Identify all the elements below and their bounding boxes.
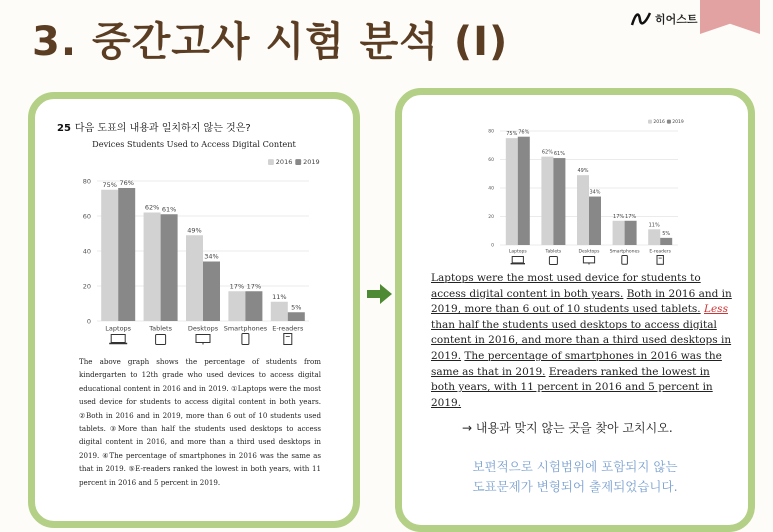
note-line-2: 도표문제가 변형되어 출제되었습니다.	[472, 479, 678, 494]
ereader-icon	[657, 256, 663, 265]
bar-2016	[101, 190, 118, 321]
bar-2019	[625, 221, 637, 245]
bar-2016	[228, 291, 245, 321]
legend-swatch	[648, 120, 652, 124]
bar-value-label: 75%	[102, 180, 117, 189]
bar-value-label: 11%	[272, 292, 287, 301]
passage-text: The above graph shows the percentage of students from kindergarten to 12th grade who used devices to access digital educational content in 2016 and in 2019. ①Laptops were the most used device for students to access digital content in both years. ②Both in 2016 and in 2019, more than 6 out of 10 students used tablets. ③More than half the students used desktops to access digital content in 2016, and more than a third used desktops in 2019. ④The percentage of smartphones in 2016 was the same as that in 2019. ⑤E-readers ranked the lowest in both years, with 11 percent in 2016 and 5 percent in 2019.	[79, 357, 321, 487]
bar-2019	[161, 214, 178, 321]
logo-swoosh-icon	[630, 10, 652, 28]
sentence-5: Ereaders ranked the lowest in both years, with 11 percent in 2016 and 5 percent in 2019.	[431, 365, 713, 409]
bar-2019	[589, 197, 601, 245]
chart-title: Devices Students Used to Access Digital Content	[92, 139, 296, 149]
bar-2016	[186, 235, 203, 321]
y-tick-label: 60	[488, 158, 494, 164]
bar-value-label: 49%	[577, 168, 589, 175]
bar-2016	[144, 213, 161, 322]
smartphone-icon	[242, 334, 249, 345]
question-header	[57, 119, 251, 134]
desktop-icon	[583, 257, 594, 263]
desktop-icon	[196, 335, 210, 343]
bar-value-label: 17%	[246, 282, 262, 291]
bar-value-label: 75%	[506, 131, 518, 138]
legend-label: 2019	[303, 158, 320, 166]
bar-value-label: 34%	[204, 252, 219, 261]
question-number: 25	[57, 123, 71, 134]
ereader-icon	[284, 334, 292, 345]
instruction-text: → 내용과 맞지 않는 곳을 찾아 고치시오.	[462, 421, 673, 435]
bar-value-label: 76%	[518, 129, 530, 136]
x-tick-label: Desktops	[187, 324, 219, 333]
bar-value-label: 62%	[541, 149, 553, 156]
bar-2019	[203, 262, 220, 322]
tablet-icon	[549, 257, 557, 265]
y-tick-label: 80	[488, 129, 494, 135]
x-tick-label: Tablets	[545, 249, 562, 255]
y-tick-label: 0	[86, 317, 91, 326]
laptop-icon	[512, 257, 523, 263]
bar-2016	[648, 229, 660, 245]
page-title: 3. 중간고사 시험 분석 (I)	[32, 19, 509, 65]
legend-swatch	[295, 159, 301, 165]
bar-2016	[506, 138, 518, 245]
x-tick-label: Smartphones	[223, 324, 268, 333]
x-tick-label: E-readers	[649, 249, 671, 255]
bar-2019	[245, 291, 262, 321]
bar-2019	[518, 137, 530, 245]
sentence-4: The percentage of smartphones in 2016 was the same as that in 2019.	[431, 349, 722, 378]
bar-value-label: 34%	[589, 189, 601, 196]
x-tick-label: Smartphones	[609, 249, 640, 255]
y-tick-label: 60	[82, 212, 91, 221]
bar-value-label: 5%	[291, 303, 302, 312]
sentence-3-keyword: Less	[704, 303, 728, 316]
y-tick-label: 40	[82, 247, 91, 256]
y-tick-label: 20	[82, 282, 91, 291]
note-text	[402, 457, 748, 497]
arrow-right-icon	[367, 283, 393, 305]
bar-2016	[271, 302, 288, 321]
bar-value-label: 76%	[119, 179, 134, 187]
logo-text: 히어스트	[655, 13, 698, 26]
bar-2019	[553, 158, 565, 245]
bar-value-label: 49%	[187, 226, 202, 235]
legend-label: 2016	[653, 120, 665, 125]
bar-value-label: 17%	[625, 213, 637, 220]
bar-value-label: 11%	[648, 222, 660, 229]
chart-left	[35, 151, 353, 351]
bar-value-label: 61%	[161, 205, 177, 214]
brand-logo	[630, 10, 698, 28]
x-tick-label: Tablets	[149, 324, 172, 333]
x-tick-label: Desktops	[578, 249, 600, 255]
bar-value-label: 61%	[553, 151, 565, 158]
tablet-icon	[156, 335, 166, 345]
note-line-1: 보편적으로 시험범위에 포함되지 않는	[472, 459, 678, 474]
y-tick-label: 20	[488, 215, 494, 221]
bar-2019	[288, 312, 305, 321]
legend-swatch	[667, 120, 671, 124]
y-tick-label: 0	[491, 243, 494, 249]
bar-value-label: 17%	[229, 282, 245, 291]
x-tick-label: Laptops	[105, 324, 132, 333]
bar-2016	[613, 221, 625, 245]
laptop-icon	[111, 335, 125, 343]
bar-2016	[577, 175, 589, 245]
y-tick-label: 40	[488, 186, 494, 192]
sentence-2: Both in 2016 and in 2019, more than 6 out of 10 students used tablets.	[431, 287, 732, 316]
question-text: 다음 도표의 내용과 일치하지 않는 것은?	[74, 123, 251, 134]
smartphone-icon	[622, 256, 628, 265]
x-tick-label: Laptops	[508, 249, 527, 255]
analysis-panel	[395, 88, 755, 532]
corner-ribbon	[700, 0, 760, 34]
legend-label: 2016	[275, 158, 293, 166]
exam-question-panel	[28, 92, 360, 528]
chart-right	[402, 109, 748, 269]
bar-2016	[541, 157, 553, 245]
rewritten-passage	[431, 271, 734, 411]
bar-value-label: 17%	[613, 213, 625, 220]
bar-2019	[118, 188, 135, 321]
bar-value-label: 5%	[662, 230, 671, 237]
bar-2019	[660, 238, 672, 245]
y-tick-label: 80	[82, 177, 91, 186]
sentence-1: Laptops were the most used device for students to access digital content in both years.	[431, 272, 701, 300]
bar-value-label: 62%	[144, 203, 160, 212]
legend-label: 2019	[672, 120, 684, 125]
legend-swatch	[268, 159, 274, 165]
sentence-3: than half the students used desktops to access digital content in 2016, and more than a third used desktops in 2019.	[431, 318, 732, 362]
x-tick-label: E-readers	[272, 324, 304, 333]
